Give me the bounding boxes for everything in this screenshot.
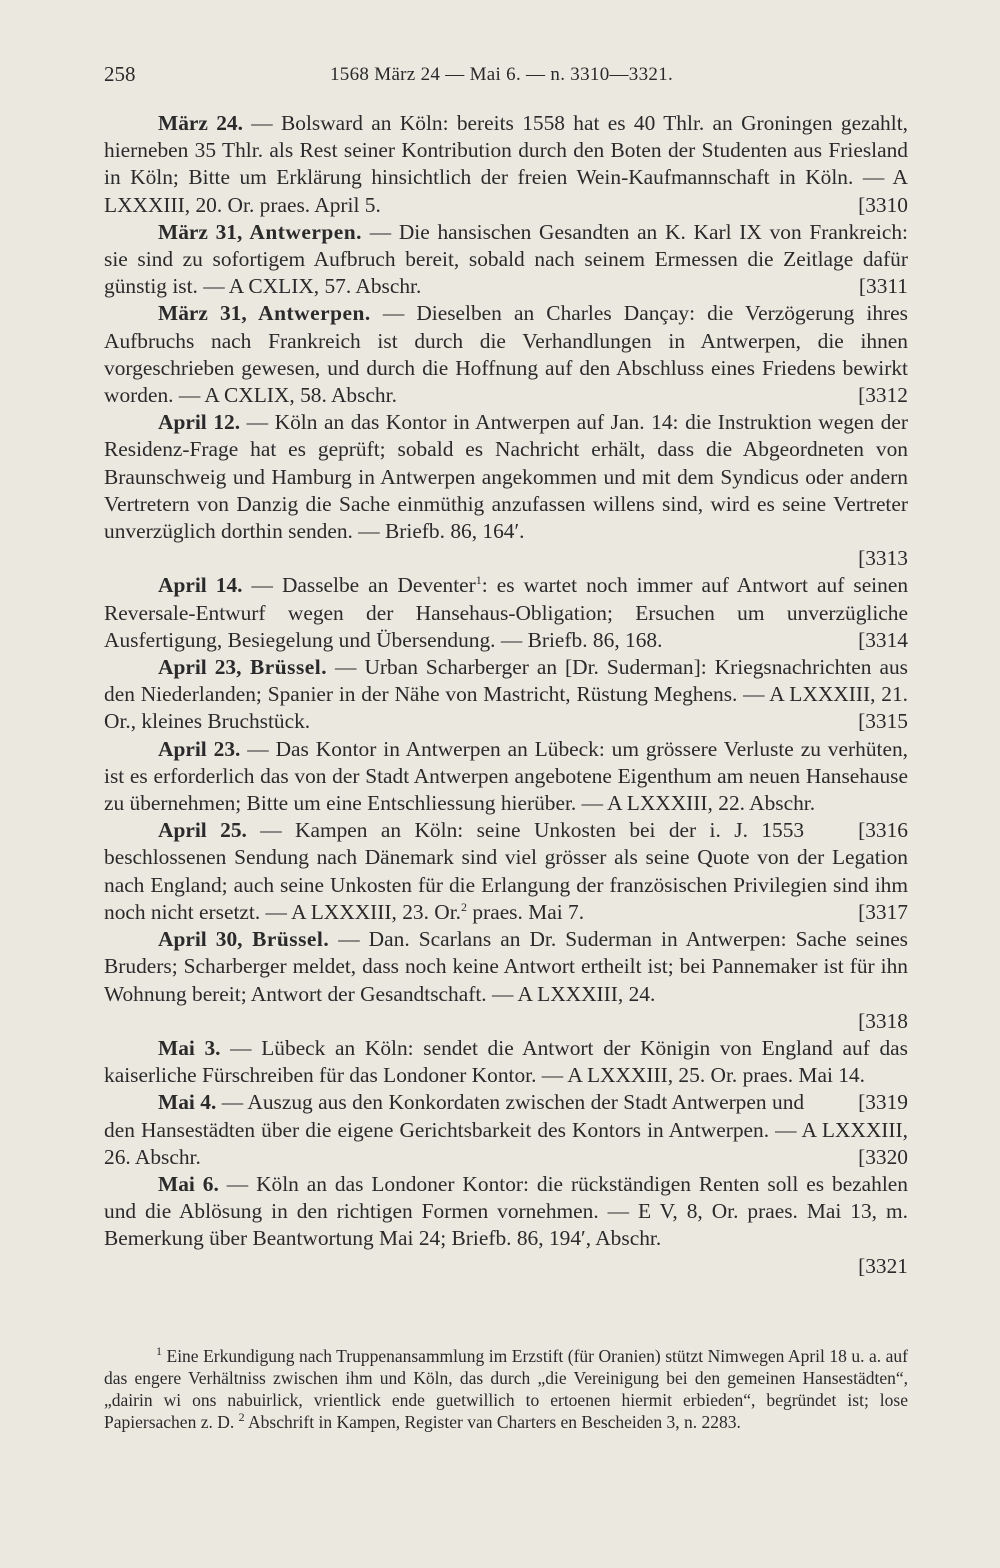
entry-number: [3311 <box>858 274 908 299</box>
entry-3317 <box>104 817 908 926</box>
page-header <box>104 62 906 92</box>
entry-3312 <box>104 300 908 409</box>
entry-text: — Die hansischen Gesandten an K. Karl IX von Frankreich: sie sind zu sofortigem Aufbruch bereit, sobald nach seinem Ermessen die Zeitlage dafür günstig ist. — A CXLIX, 57. Abschr. <box>104 219 909 299</box>
entry-text: — Dieselben an Charles Dançay: die Verzögerung ihres Aufbruchs nach Frankreich ist durch die Verhandlungen in Antwerpen, die ihnen vorgeschrieben gewesen, und durch die Hoffnung auf den Abschluss eines Friedens bewirkt worden. — A CXLIX, 58. Abschr. <box>104 301 908 408</box>
entry-date: März 31, <box>158 301 247 326</box>
entry-number: [3314 <box>858 627 908 652</box>
footnotes <box>104 1345 908 1433</box>
footnote-ref: 1 <box>475 573 482 588</box>
entry-text: — Dasselbe an Deventer <box>242 573 476 598</box>
page-body <box>104 110 908 1280</box>
entry-number: [3313 <box>858 546 908 571</box>
entry-3321 <box>104 1171 908 1280</box>
entry-place: Antwerpen. <box>246 301 371 326</box>
entry-number: [3316 <box>858 818 908 843</box>
entry-number: [3315 <box>858 709 908 734</box>
entry-number: [3320 <box>858 1144 908 1169</box>
entry-text: — Kampen an Köln: seine Unkosten bei der i. J. 1553 beschlossenen Sendung nach Dänemark sind viel grösser als seine Quote von der Legation nach England; auch seine Unkosten für die Erlangung der französischen Privilegien sind ihm noch nicht ersetzt. — A LXXXIII, 23. Or. <box>104 818 908 924</box>
entry-text: — Dan. Scarlans an Dr. Suderman in Antwerpen: Sache seines Bruders; Scharberger meldet, dass noch keine Antwort ertheilt ist; bei Pannemaker ist für ihn Wohnung bereit; Antwort der Gesandtschaft. — A LXXXIII, 24. <box>104 927 909 1006</box>
entry-3315 <box>104 654 908 736</box>
entry-text-cont: : es wartet noch immer auf Antwort auf seinen Reversale-Entwurf wegen der Hansehaus-Obligation; Ersuchen um unverzügliche Ausfertigung, Besiegelung und Übersendung. — Briefb. 86, 168. <box>104 573 909 652</box>
entry-3310 <box>104 110 908 219</box>
entry-3311 <box>104 219 908 301</box>
entry-date: März 24. <box>158 111 243 135</box>
entry-date: April 23, <box>158 655 242 680</box>
entry-number: [3312 <box>858 383 908 408</box>
entry-place: Brüssel. <box>242 927 330 952</box>
entry-text: — Das Kontor in Antwerpen an Lübeck: um grössere Verluste zu verhüten, ist es erforderlich das von der Stadt Antwerpen angebotene Eigenthum am neuen Hansehause zu übernehmen; Bitte um eine Entschliessung hierüber. — A LXXXIII, 22. Abschr. <box>104 736 908 816</box>
footnote-1 <box>104 1345 908 1433</box>
entry-date: Mai 3. <box>158 1035 221 1060</box>
entry-place: Antwerpen. <box>242 219 362 244</box>
footnote-2 <box>239 1412 741 1432</box>
footnote-mark: 2 <box>238 1410 245 1425</box>
entry-number: [3321 <box>858 1253 908 1278</box>
entry-place: Brüssel. <box>241 655 328 680</box>
footnote-text: Abschrift in Kampen, Register van Charters en Bescheiden 3, n. 2283. <box>244 1412 741 1432</box>
entry-date: April 23. <box>158 736 241 761</box>
entry-text: — Urban Scharberger an [Dr. Suderman]: Kriegsnachrichten aus den Niederlanden; Spanier in der Nähe von Mastricht, Rüstung Meghens. — A LXXXIII, 21. Or., kleines Bruchstück. <box>104 655 908 734</box>
entry-text-cont: praes. Mai 7. <box>467 899 585 924</box>
entry-date: Mai 6. <box>158 1171 219 1196</box>
entry-number: [3318 <box>858 1008 908 1033</box>
entry-date: April 12. <box>158 410 241 435</box>
entry-text: — Köln an das Kontor in Antwerpen auf Jan. 14: die Instruktion wegen der Residenz-Frage hat es geprüft; sobald es Nachricht erhält, dass die Abgeordneten von Braunschweig und Hamburg in Antwerpen angekommen und mit dem Syndicus oder andern Vertretern von Danzig die Sache einmüthig anzufassen willens sind, wird es seine Vertreter unverzüglich dorthin senden. — Briefb. 86, 164′. <box>104 410 908 544</box>
entry-text: — Lübeck an Köln: sendet die Antwort der Königin von England auf das kaiserliche Fürschreiben für das Londoner Kontor. — A LXXXIII, 25. Or. praes. Mai 14. <box>104 1035 909 1088</box>
entry-text: — Bolsward an Köln: bereits 1558 hat es 40 Thlr. an Groningen gezahlt, hierneben 35 Thlr. als Rest seiner Kontribution durch den Boten der Studenten aus Friesland in Köln; Bitte um Erklärung hinsichtlich der freien Wein-Kaufmannschaft in Köln. — A LXXXIII, 20. Or. praes. April 5. <box>104 111 908 217</box>
entry-3318 <box>104 926 908 1035</box>
entry-3314 <box>104 572 908 654</box>
entry-date: April 14. <box>158 573 243 598</box>
entry-date: April 30, <box>158 927 243 952</box>
entry-date: März 31, <box>158 219 243 244</box>
entry-number: [3319 <box>858 1090 908 1115</box>
entry-date: Mai 4. <box>158 1090 217 1115</box>
entry-number: [3310 <box>858 192 908 217</box>
entry-text: — Köln an das Londoner Kontor: die rückständigen Renten soll es bezahlen und die Ablösung in den richtigen Formen vornehmen. — E V, 8, Or. praes. Mai 13, m. Bemerkung über Beantwortung Mai 24; Briefb. 86, 194′, Abschr. <box>104 1171 908 1251</box>
footnote-text: Eine Erkundigung nach Truppenansammlung im Erzstift (für Oranien) stützt Nimwegen April 18 u. a. auf das engere Verhältniss zwischen ihm und Köln, das durch „die Vereinigung bei den gemeinen Hansestädten“, „dairin wi ons nabuirlick, vrientlick ende guetwillich to ertoenen hiermit erbieden“, begründet ist; lose Papiersachen z. D. <box>104 1346 908 1432</box>
page-number: 258 <box>104 62 136 86</box>
entry-date: April 25. <box>158 818 247 843</box>
footnote-ref: 2 <box>461 899 468 914</box>
entry-text: — Auszug aus den Konkordaten zwischen der Stadt Antwerpen und den Hansestädten über die eigene Gerichtsbarkeit des Kontors in Antwerpen. — A LXXXIII, 26. Abschr. <box>104 1090 908 1169</box>
entry-number: [3317 <box>858 899 908 924</box>
running-title: 1568 März 24 — Mai 6. — n. 3310—3321. <box>330 64 674 85</box>
entry-3320 <box>104 1089 908 1171</box>
footnote-mark: 1 <box>156 1344 162 1359</box>
entry-3313 <box>104 409 908 572</box>
